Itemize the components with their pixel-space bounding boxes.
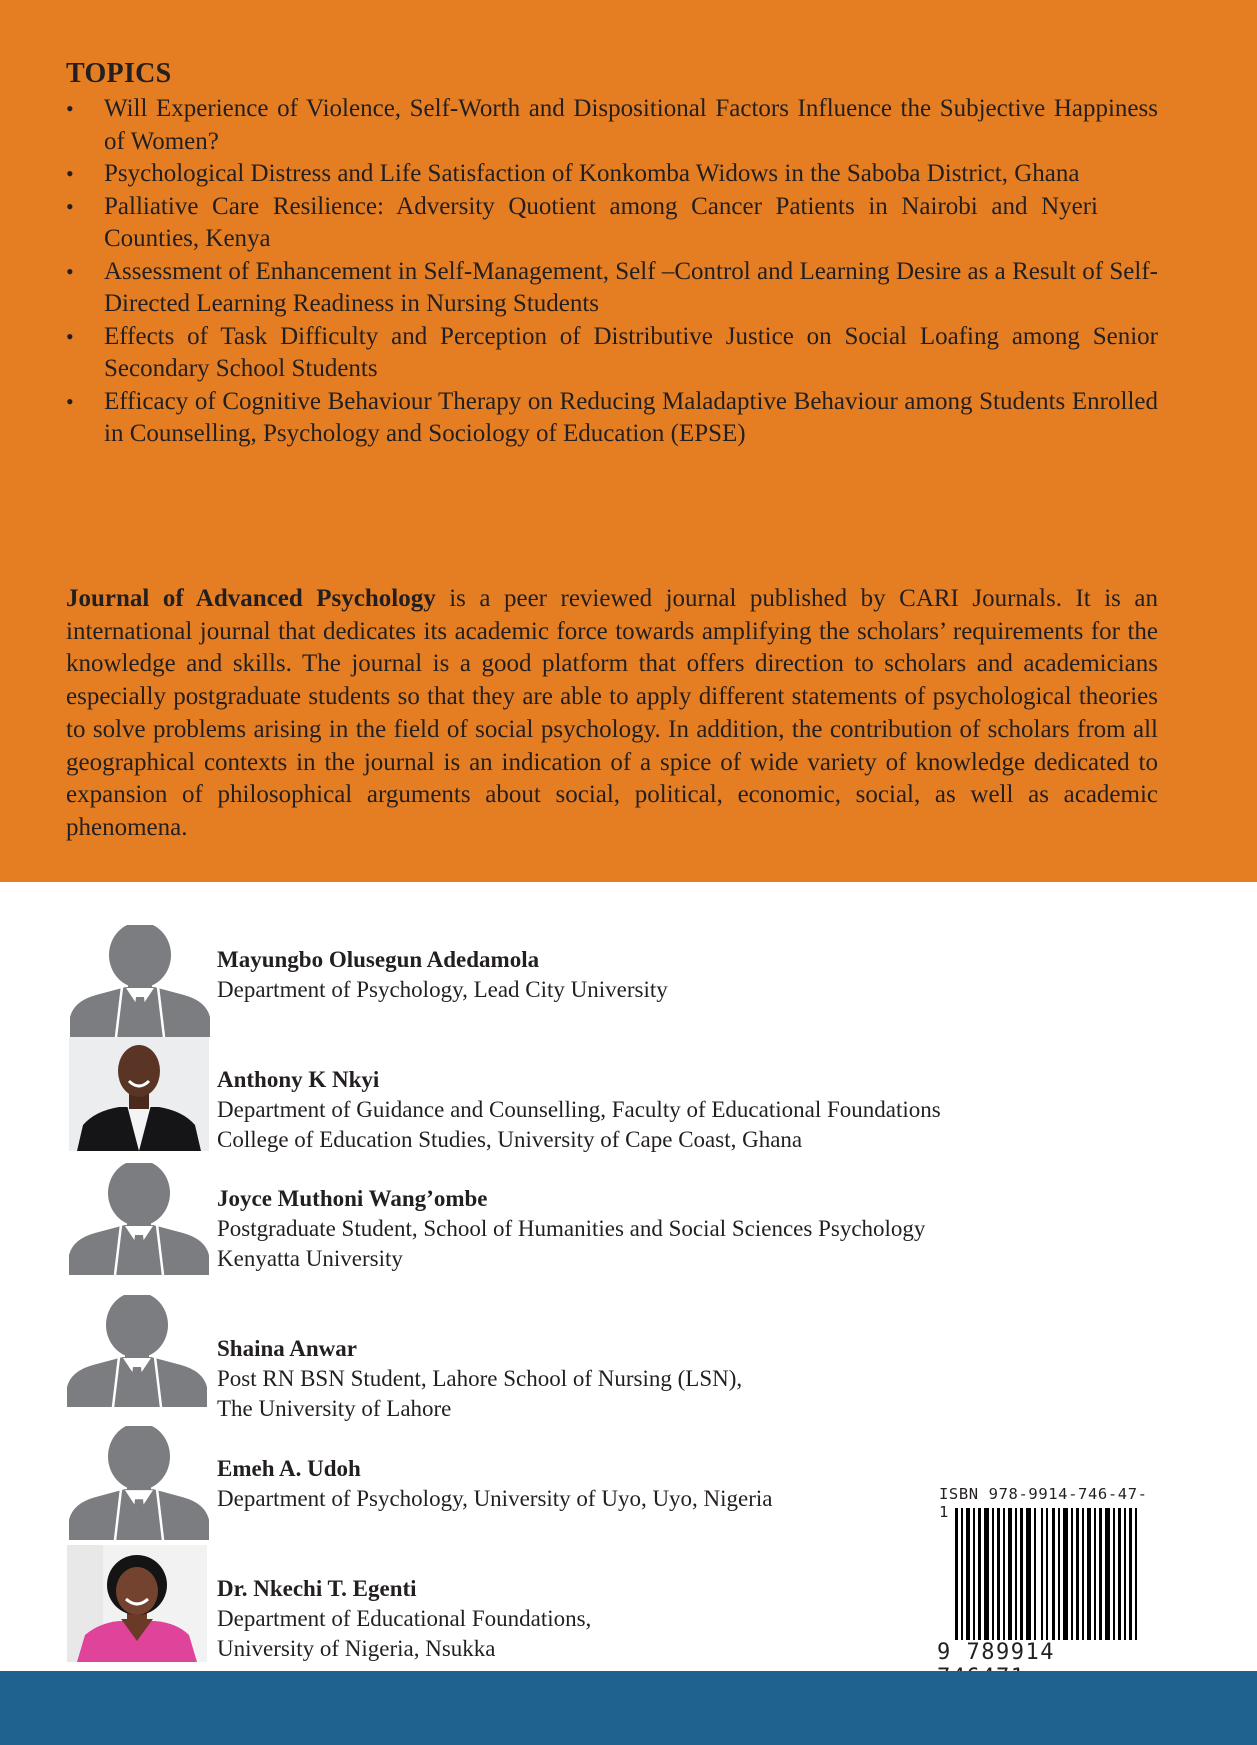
topic-title: Efficacy of Cognitive Behaviour Therapy on Reducing Maladaptive Behaviour among Students Enrolled in Counselling, Psychology and Sociology of Education (EPSE)	[104, 387, 1158, 447]
author-placeholder-silhouette-icon	[67, 1295, 207, 1407]
author-affiliation: Department of Educational Foundations,	[217, 1606, 592, 1631]
bullet-icon: •	[66, 388, 74, 414]
topics-list	[66, 93, 1158, 451]
journal-description	[66, 583, 1158, 845]
topic-title: Effects of Task Difficulty and Perception of Distributive Justice on Social Loafing among Senior Secondary School Students	[104, 322, 1158, 382]
author-affiliation: The University of Lahore	[217, 1396, 452, 1421]
author-info	[217, 945, 1077, 1005]
bullet-icon: •	[66, 193, 74, 219]
journal-name: Journal of Advanced Psychology	[66, 585, 436, 612]
author-name: Dr. Nkechi T. Egenti	[217, 1576, 417, 1601]
bullet-icon: •	[66, 96, 74, 121]
topic-item	[66, 256, 1158, 321]
author-name: Anthony K Nkyi	[217, 1067, 380, 1092]
author-affiliation: Post RN BSN Student, Lahore School of Nursing (LSN),	[217, 1366, 743, 1391]
topic-item	[66, 158, 1158, 191]
author-affiliation: Department of Guidance and Counselling, Faculty of Educational Foundations	[217, 1097, 941, 1122]
bullet-icon: •	[66, 258, 74, 284]
author-info	[217, 1184, 1077, 1274]
isbn-label: ISBN 978-9914-746-47-1	[939, 1485, 1148, 1521]
author-affiliation: Kenyatta University	[217, 1246, 403, 1271]
author-affiliation: Department of Psychology, Lead City University	[217, 977, 668, 1002]
author-name: Shaina Anwar	[217, 1336, 357, 1361]
topic-title: Will Experience of Violence, Self-Worth and Dispositional Factors Influence the Subjective Happiness of Women?	[104, 95, 1158, 155]
author-name: Joyce Muthoni Wang’ombe	[217, 1186, 488, 1211]
topic-title: Assessment of Enhancement in Self-Management, Self –Control and Learning Desire as a Result of Self-Directed Learning Readiness in Nursing Students	[104, 257, 1158, 317]
bullet-icon: •	[66, 323, 74, 349]
author-affiliation: Postgraduate Student, School of Humanities and Social Sciences Psychology	[217, 1216, 926, 1241]
author-name: Emeh A. Udoh	[217, 1456, 361, 1481]
author-info	[217, 1065, 1077, 1155]
topics-heading: TOPICS	[66, 58, 172, 89]
author-info	[217, 1334, 1077, 1424]
author-affiliation: University of Nigeria, Nsukka	[217, 1636, 496, 1661]
bottom-band	[0, 1671, 1257, 1745]
author-affiliation: Department of Psychology, University of Uyo, Uyo, Nigeria	[217, 1486, 773, 1511]
author-placeholder-silhouette-icon	[69, 1426, 209, 1540]
author-name: Mayungbo Olusegun Adedamola	[217, 947, 540, 972]
author-affiliation: College of Education Studies, University of Cape Coast, Ghana	[217, 1127, 803, 1152]
bullet-icon: •	[66, 161, 74, 186]
author-placeholder-silhouette-icon	[70, 925, 210, 1037]
barcode-icon	[953, 1508, 1143, 1654]
barcode-digits: 9 789914	[937, 1640, 1147, 1690]
topic-item	[66, 321, 1158, 386]
topic-title: Palliative Care Resilience: Adversity Quotient among Cancer Patients in Nairobi and Nyeri Counties, Kenya	[104, 192, 1098, 252]
author-photo-man	[69, 1037, 209, 1151]
topic-item	[66, 93, 1158, 158]
author-placeholder-silhouette-icon	[69, 1163, 209, 1275]
topic-item	[66, 386, 1158, 451]
author-photo-woman	[67, 1545, 207, 1662]
topic-item	[66, 191, 1158, 256]
journal-description-text: is a peer reviewed journal published by CARI Journals. It is an international journal that dedicates its academic force towards amplifying the scholars’ requirements for the knowledge and skills. The journal is a good platform that offers direction to scholars and academicians especially postgraduate students so that they are able to apply different statements of psychological theories to solve problems arising in the field of social psychology. In addition, the contribution of scholars from all geographical contexts in the journal is an indication of a spice of wide variety of knowledge dedicated to expansion of philosophical arguments about social, political, economic, social, as well as academic phenomena.	[66, 585, 1158, 841]
topic-title: Psychological Distress and Life Satisfaction of Konkomba Widows in the Saboba District, Ghana	[104, 160, 1080, 187]
